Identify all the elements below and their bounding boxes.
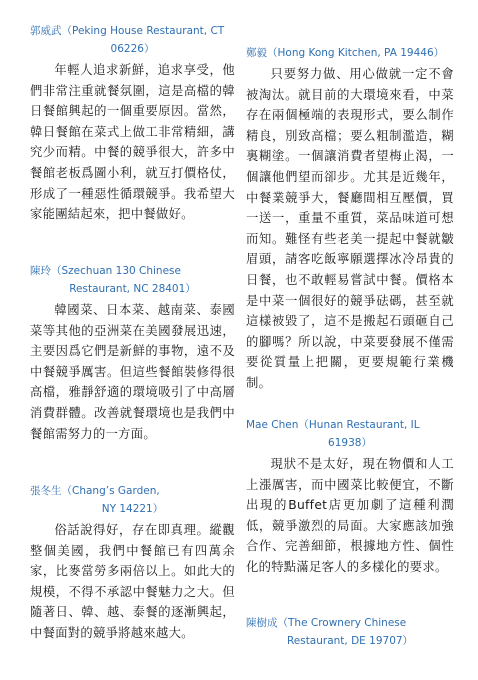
- entry-body-text: 只要努力做、用心做就一定不會被淘汰。就目前的大環境來看，中菜存在兩個極端的表現形式，要么制作精良，別致高檔；要么粗制濫造，糊裏糊塗。一個讓消費者望梅止渴，一個讓他們望而卻步。尤其是近幾年，中餐業競爭大，餐廳間相互壓價，買一送一，重量不重質，菜品味道可想而知。難怪有些老美一提起中餐就皺眉頭，請客吃飯寧願選擇冰冷昂貴的日餐，也不敢輕易嘗試中餐。價格本是中菜一個很好的競爭砝碼，甚至就這樣被毀了，這不是搬起石頭砸自己的腳嗎？所以說，中菜要發展不僅需要從質量上把關，更要規範行業機制。: [246, 67, 454, 390]
- entry-zhang-dongsheng: [30, 482, 235, 644]
- heading-line-1: 鄭毅（Hong Kong Kitchen, PA 19446）: [246, 47, 445, 59]
- entry-heading: [246, 416, 454, 452]
- entry-zheng-yi: [246, 44, 454, 394]
- heading-line-2: Restaurant, DE 19707）: [286, 635, 414, 647]
- heading-line-2: NY 14221）: [101, 503, 164, 515]
- entry-body: [246, 64, 454, 394]
- entry-body-text: 俗話說得好，存在即真理。縱觀整個美國，我們中餐館已有四萬余家，比麥當勞多兩倍以上。如此大的規模，不得不承認中餐魅力之大。但隨著日、韓、越、泰餐的逐漸興起，中餐面對的競爭將越來越大。: [30, 523, 235, 640]
- entry-heading: [30, 22, 235, 58]
- heading-line-1: 張冬生（Chang’s Garden,: [30, 485, 160, 497]
- entry-body: [30, 60, 235, 225]
- entry-chen-shucheng: [246, 614, 454, 650]
- heading-line-2: 61938）: [328, 437, 372, 449]
- entry-heading: [246, 44, 454, 62]
- heading-line-2: Restaurant, NC 28401）: [69, 283, 196, 295]
- entry-heading: [246, 614, 454, 650]
- heading-line-2: 06226）: [110, 43, 155, 55]
- entry-chen-ling: [30, 262, 235, 444]
- entry-mae-chen: [246, 416, 454, 578]
- heading-line-1: 陳玲（Szechuan 130 Chinese: [30, 265, 181, 277]
- entry-heading: [30, 262, 235, 298]
- entry-body-text: 年輕人追求新鮮，追求享受，他們非常注重就餐氛圍，這是高檔的韓日餐館興起的一個重要原因。當然，韓日餐館在菜式上做工非常精細，講究少而精。中餐的競爭很大，許多中餐館老板爲圖小利，就互打價格仗，形成了一種惡性循環競爭。我希望大家能團結起來，把中餐做好。: [30, 63, 235, 222]
- heading-line-1: Mae Chen（Hunan Restaurant, IL: [246, 419, 420, 431]
- entry-body-text: 韓國菜、日本菜、越南菜、泰國菜等其他的亞洲菜在美國發展迅速，主要因爲它們是新鮮的事物，遠不及中餐競爭厲害。但這些餐館裝修得很高檔，雅靜舒適的環境吸引了中高層消費群體。改善就餐環境也是我們中餐館需努力的一方面。: [30, 303, 235, 441]
- entry-heading: [30, 482, 235, 518]
- entry-body: [246, 454, 454, 578]
- entry-body: [30, 300, 235, 444]
- entry-body: [30, 520, 235, 644]
- heading-line-1: 陳樹成（The Crownery Chinese: [246, 617, 407, 629]
- entry-guo-weiwu: [30, 22, 235, 225]
- entry-body-text: 現狀不是太好，現在物價和人工上漲厲害，而中國菜比較便宜，不斷出現的Buffet店更加劇了這種利潤低，競爭激烈的局面。大家應該加強合作、完善細節，根據地方性、個性化的特點滿足客人的多樣化的要求。: [246, 457, 454, 574]
- heading-line-1: 郭威武（Peking House Restaurant, CT: [30, 25, 225, 37]
